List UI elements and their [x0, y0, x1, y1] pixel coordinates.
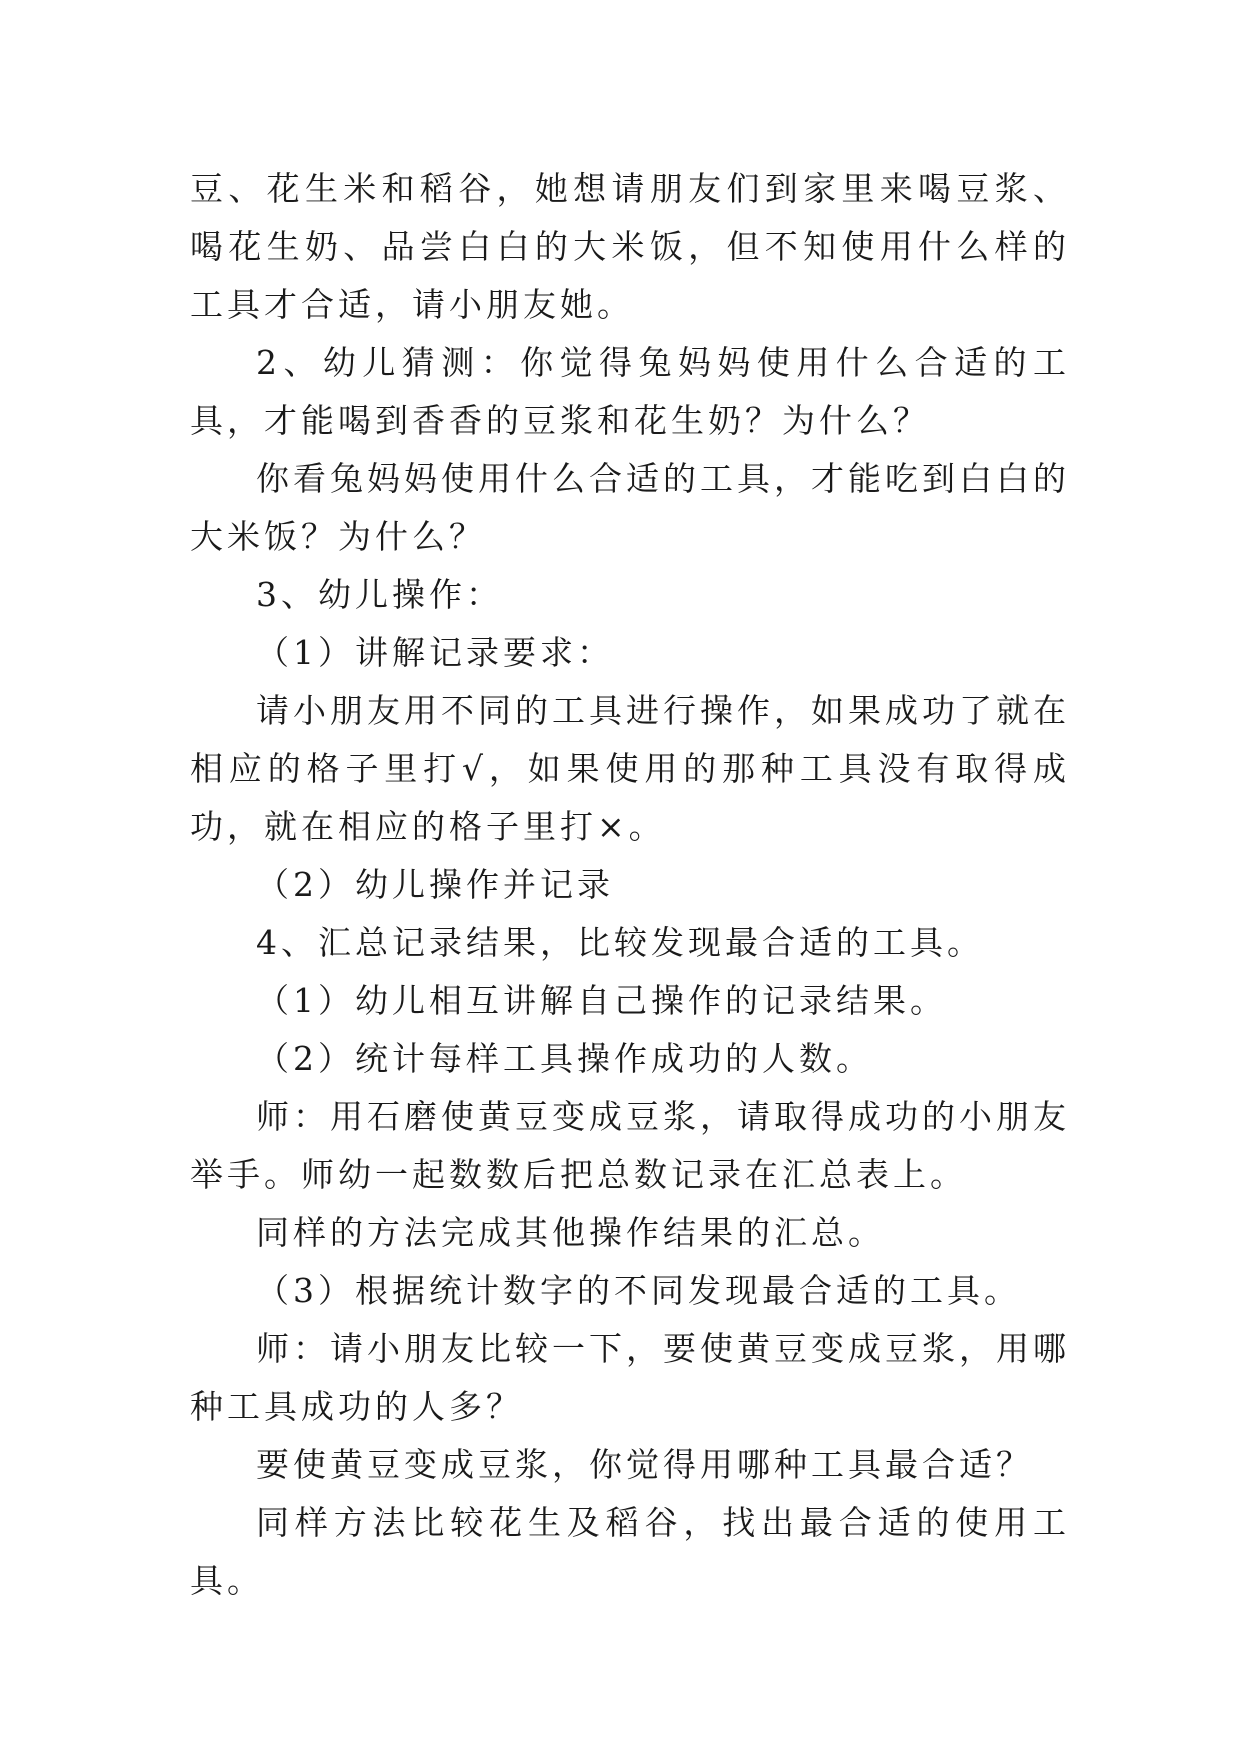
paragraph-step-3-1: （1）讲解记录要求：: [256, 633, 614, 672]
paragraph-continuation: 豆、花生米和稻谷，她想请朋友们到家里来喝豆浆、喝花生奶、品尝白白的大米饭，但不知使用什么样的工具才合适，请小朋友她。: [190, 169, 1070, 324]
paragraph-teacher-millstone: 师：用石磨使黄豆变成豆浆，请取得成功的小朋友举手。师幼一起数数后把总数记录在汇总表上。: [190, 1097, 1070, 1194]
document-body: [190, 160, 1070, 1610]
paragraph-step-4-1: （1）幼儿相互讲解自己操作的记录结果。: [256, 981, 947, 1020]
paragraph-peanut-rice-compare: 同样方法比较花生及稻谷，找出最合适的使用工具。: [190, 1503, 1070, 1600]
paragraph-step-4-3: （3）根据统计数字的不同发现最合适的工具。: [256, 1271, 1021, 1310]
paragraph-rice-question: 你看兔妈妈使用什么合适的工具，才能吃到白白的大米饭？为什么？: [190, 459, 1070, 556]
paragraph-step-3-heading: 3、幼儿操作：: [256, 575, 503, 614]
paragraph-step-4-2: （2）统计每样工具操作成功的人数。: [256, 1039, 873, 1078]
paragraph-record-instructions: 请小朋友用不同的工具进行操作，如果成功了就在相应的格子里打√，如果使用的那种工具没有取得成功，就在相应的格子里打×。: [190, 691, 1070, 846]
paragraph-teacher-compare: 师：请小朋友比较一下，要使黄豆变成豆浆，用哪种工具成功的人多？: [190, 1329, 1070, 1426]
paragraph-same-method: 同样的方法完成其他操作结果的汇总。: [256, 1213, 885, 1252]
paragraph-step-3-2: （2）幼儿操作并记录: [256, 865, 614, 904]
paragraph-best-tool-question: 要使黄豆变成豆浆，你觉得用哪种工具最合适？: [256, 1445, 1033, 1484]
paragraph-step-4-heading: 4、汇总记录结果，比较发现最合适的工具。: [256, 923, 984, 962]
paragraph-step-2-guess: 2、幼儿猜测：你觉得兔妈妈使用什么合适的工具，才能喝到香香的豆浆和花生奶？为什么？: [190, 343, 1070, 440]
